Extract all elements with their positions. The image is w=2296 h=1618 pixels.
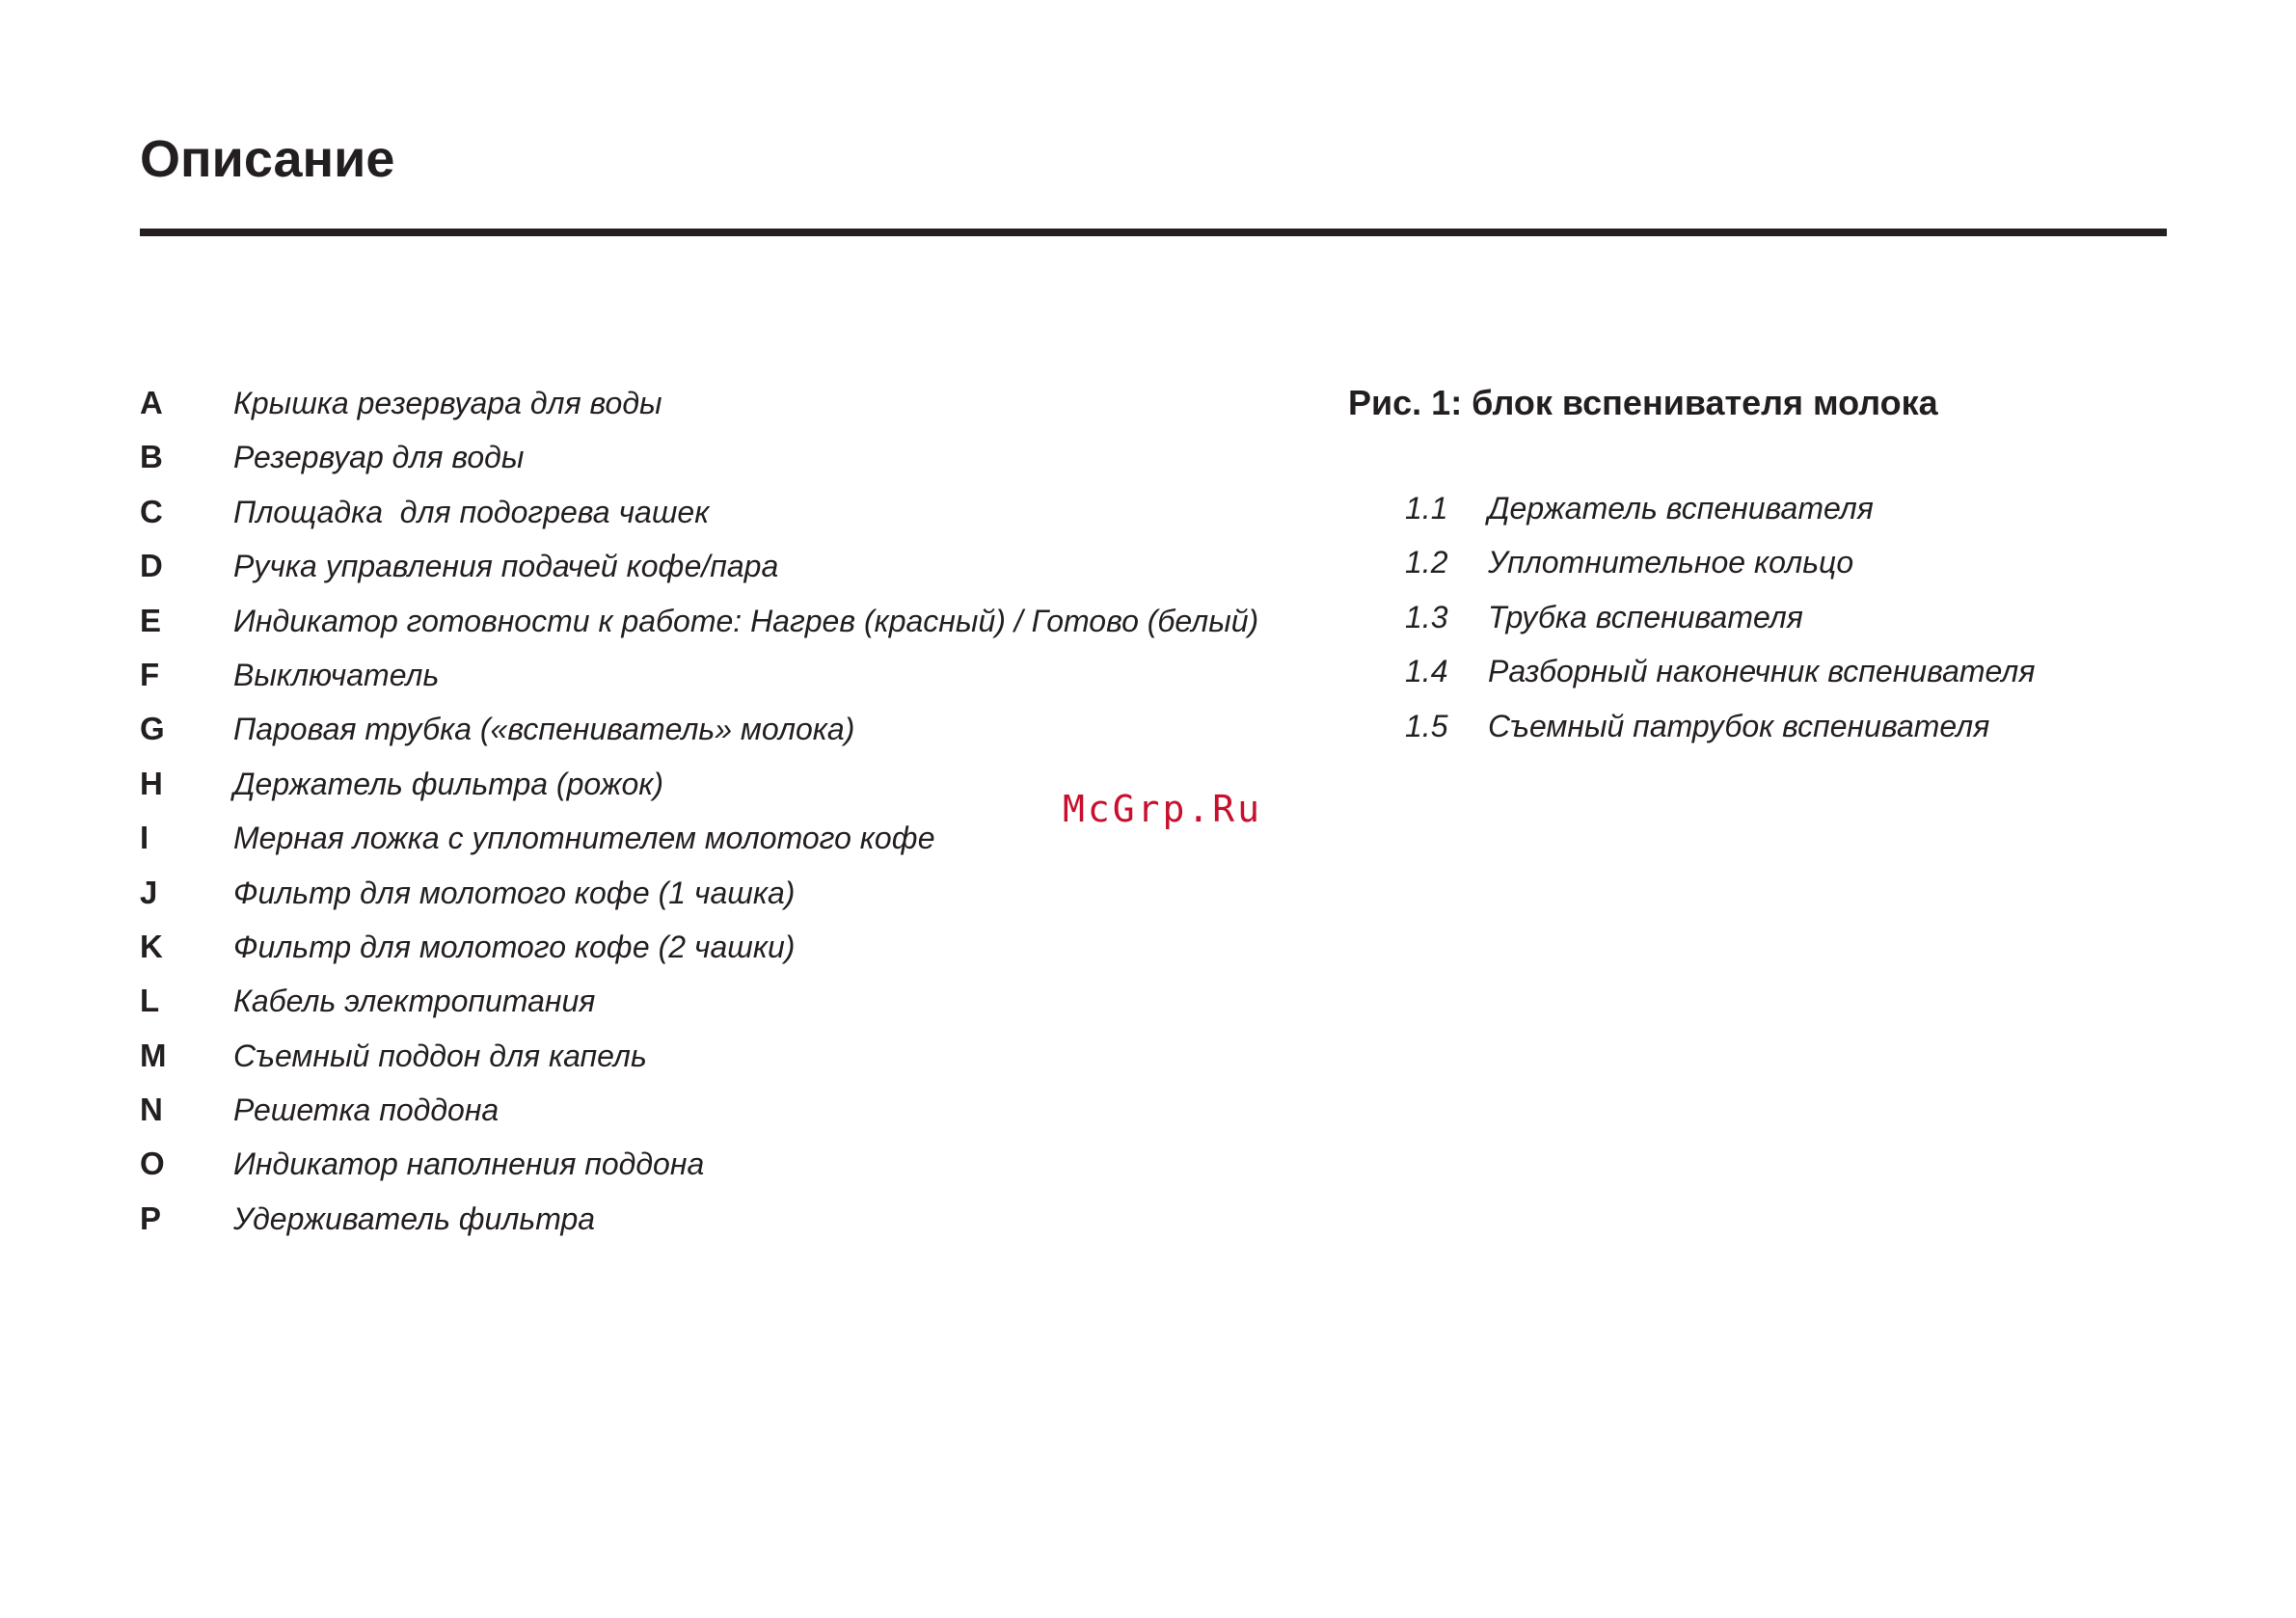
legend-item <box>140 543 1258 597</box>
legend-item <box>140 1087 1258 1141</box>
legend-text: Ручка управления подачей кофе/пара <box>233 549 779 584</box>
figure-title: Рис. 1: блок вспенивателя молока <box>1348 383 1938 422</box>
legend-letter: C <box>140 493 163 529</box>
page-title: Описание <box>140 130 395 188</box>
part-item <box>1405 485 2035 539</box>
legend-item <box>140 870 1258 924</box>
legend-text: Съемный поддон для капель <box>233 1038 647 1073</box>
legend-text: Держатель фильтра (рожок) <box>233 766 664 801</box>
legend-letter: O <box>140 1146 165 1182</box>
legend-text: Индикатор готовности к работе: Нагрев (красный) / Готово (белый) <box>233 603 1259 638</box>
legend-item <box>140 652 1258 706</box>
title-divider <box>140 229 2167 236</box>
frother-parts-list <box>1405 485 2035 757</box>
legend-letter: D <box>140 548 163 584</box>
legend-text: Фильтр для молотого кофе (2 чашки) <box>233 929 796 964</box>
legend-item <box>140 1033 1258 1087</box>
legend-item <box>140 1196 1258 1250</box>
legend-item <box>140 706 1258 760</box>
part-text: Съемный патрубок вспенивателя <box>1488 708 1990 743</box>
legend-item <box>140 598 1258 652</box>
part-number: 1.3 <box>1405 599 1448 634</box>
legend-letter: F <box>140 656 160 692</box>
part-item <box>1405 648 2035 702</box>
legend-letter: H <box>140 765 163 801</box>
watermark: McGrp.Ru <box>1063 788 1263 830</box>
legend-letter: K <box>140 928 163 964</box>
part-item <box>1405 703 2035 757</box>
legend-item <box>140 978 1258 1032</box>
legend-letter: I <box>140 820 149 856</box>
part-number: 1.5 <box>1405 708 1448 743</box>
legend-letter: E <box>140 602 162 638</box>
part-item <box>1405 539 2035 593</box>
legend-letter: N <box>140 1092 163 1128</box>
legend-letter: B <box>140 439 163 475</box>
legend-text: Фильтр для молотого кофе (1 чашка) <box>233 875 796 910</box>
legend-text: Мерная ложка с уплотнителем молотого кофе <box>233 821 935 856</box>
legend-item <box>140 434 1258 488</box>
legend-item <box>140 489 1258 543</box>
legend-item <box>140 1141 1258 1195</box>
legend-letter: G <box>140 711 165 747</box>
part-text: Уплотнительное кольцо <box>1488 545 1854 580</box>
legend-letter: A <box>140 385 163 420</box>
legend-text: Паровая трубка («вспениватель» молока) <box>233 712 855 747</box>
legend-text: Площадка для подогрева чашек <box>233 494 710 529</box>
part-text: Трубка вспенивателя <box>1488 599 1803 634</box>
part-text: Разборный наконечник вспенивателя <box>1488 654 2036 689</box>
legend-letter: M <box>140 1037 167 1073</box>
part-number: 1.4 <box>1405 654 1448 689</box>
part-number: 1.2 <box>1405 545 1448 580</box>
legend-letter: J <box>140 874 158 910</box>
legend-letter: L <box>140 983 160 1019</box>
legend-text: Резервуар для воды <box>233 440 525 475</box>
legend-item <box>140 380 1258 434</box>
legend-letter: P <box>140 1200 162 1236</box>
legend-text: Кабель электропитания <box>233 984 596 1019</box>
legend-text: Решетка поддона <box>233 1092 500 1128</box>
legend-text: Крышка резервуара для воды <box>233 386 662 420</box>
legend-text: Индикатор наполнения поддона <box>233 1146 705 1182</box>
part-number: 1.1 <box>1405 491 1448 526</box>
legend-text: Выключатель <box>233 657 440 692</box>
part-item <box>1405 594 2035 648</box>
legend-text: Удерживатель фильтра <box>233 1200 596 1236</box>
legend-item <box>140 924 1258 978</box>
part-text: Держатель вспенивателя <box>1488 491 1874 526</box>
